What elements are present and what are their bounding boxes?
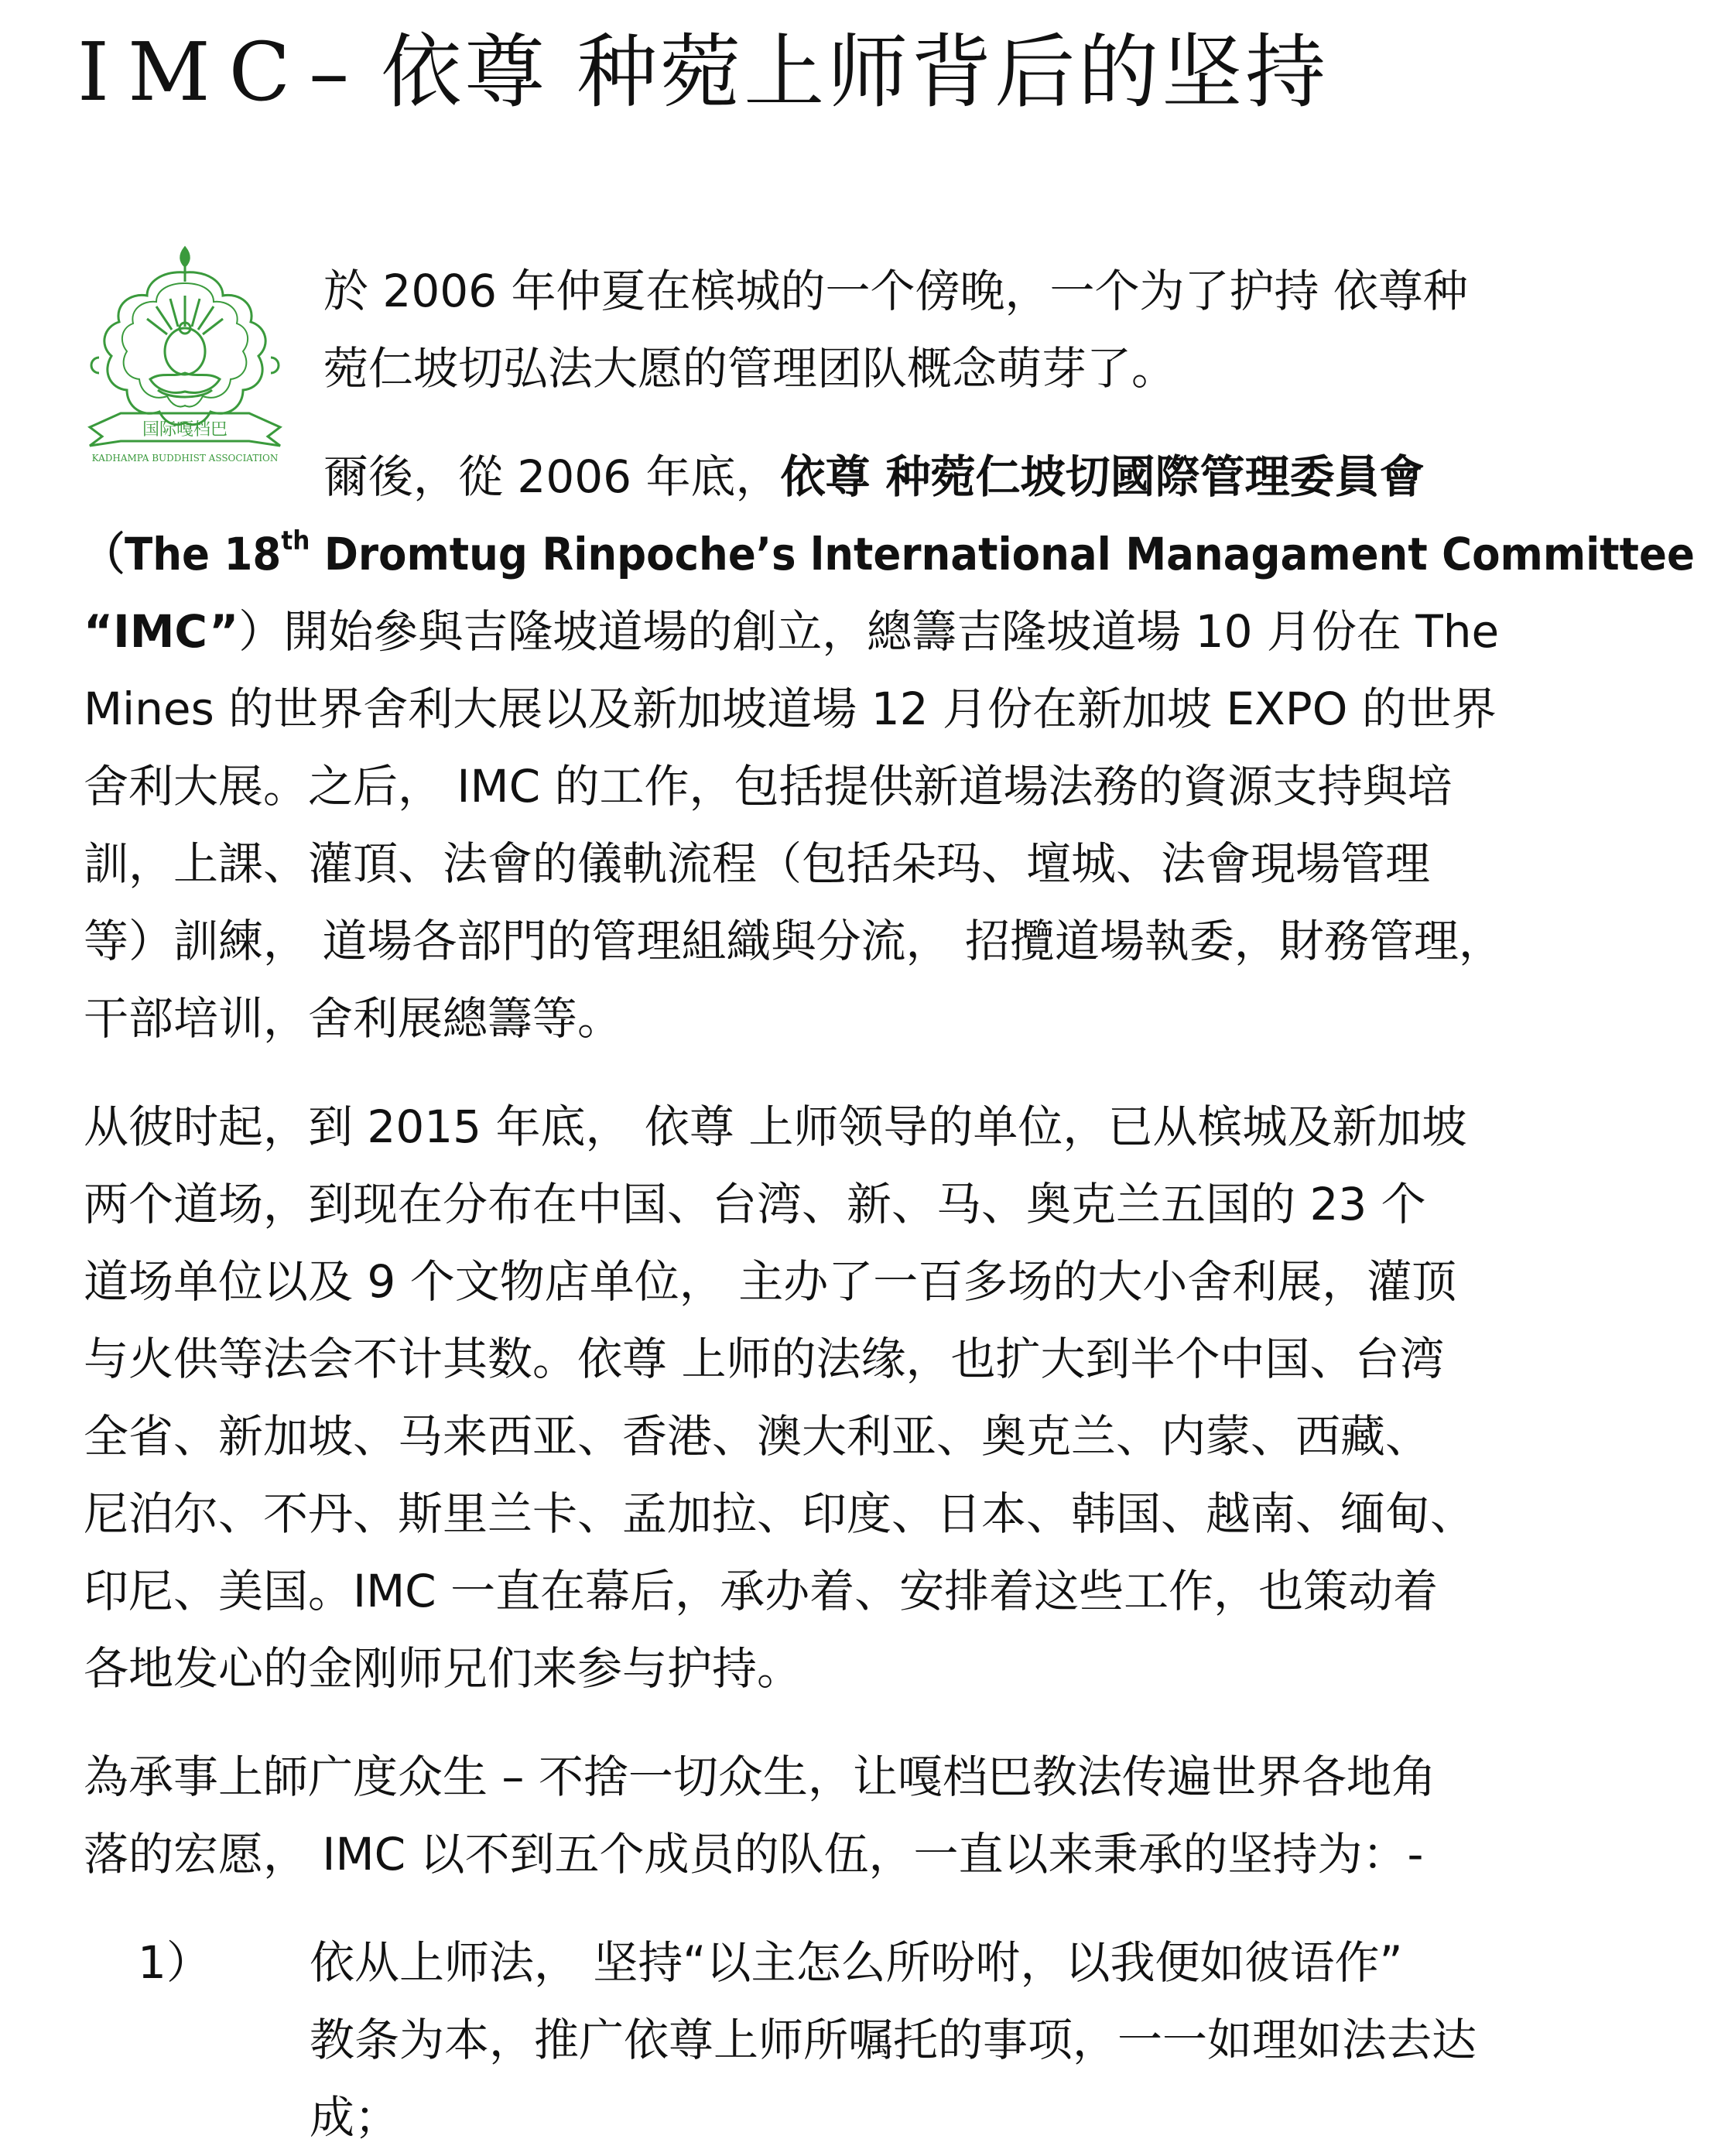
para2-line1: [323, 438, 1425, 515]
list-item-number: 1）: [138, 1936, 211, 1989]
para3-line6: 尼泊尔、不丹、斯里兰卡、孟加拉、印度、日本、韩国、越南、缅甸、: [84, 1487, 1476, 1540]
para2-line7: 等）訓練， 道場各部門的管理組織與分流， 招攬道場執委，財務管理，: [84, 915, 1504, 967]
para4-line1: 為承事上師广度众生 – 不捨一切众生，让嘎档巴教法传遍世界各地角: [84, 1750, 1436, 1803]
para3-line3: 道场单位以及 9 个文物店单位， 主办了一百多场的大小舍利展，灌顶: [84, 1255, 1457, 1308]
title-text: – 依尊 种菀上师背后的坚持: [309, 25, 1329, 119]
para2-line1-a: 爾後，從 2006 年底，: [323, 450, 781, 503]
list-item-line2: 教条为本，推广依尊上师所嘱托的事项，一一如理如法去达: [310, 2014, 1477, 2066]
logo-org-name: KADHAMPA BUDDHIST ASSOCIATION: [91, 453, 279, 464]
para2-line5: 舍利大展。之后， IMC 的工作，包括提供新道場法務的資源支持與培: [84, 760, 1453, 813]
para3-line8: 各地发心的金刚师兄们来参与护持。: [84, 1642, 802, 1695]
logo-seal-text: 国际嘎档巴: [142, 420, 228, 440]
para3-line4: 与火供等法会不计其数。依尊 上师的法缘，也扩大到半个中国、台湾: [84, 1333, 1445, 1385]
page-title: [77, 22, 1329, 122]
title-imc: IMC: [77, 25, 310, 119]
para3-line7: 印尼、美国。IMC 一直在幕后，承办着、安排着这些工作，也策动着: [84, 1565, 1439, 1617]
para2-line2-b: Dromtug Rinpoche’s lnternational Managament Committee: [310, 528, 1696, 580]
para2-line2: [84, 515, 1695, 593]
para1-line2: 菀仁坡切弘法大愿的管理团队概念萌芽了。: [323, 342, 1177, 395]
para3-line5: 全省、新加坡、马来西亚、香港、澳大利亚、奥克兰、内蒙、西藏、: [84, 1410, 1431, 1463]
para3-line2: 两个道场，到现在分布在中国、台湾、新、马、奥克兰五国的 23 个: [84, 1178, 1426, 1230]
para2-line6: 訓，上課、灌頂、法會的儀軌流程（包括朵玛、壇城、法會現場管理: [84, 837, 1431, 890]
para4-line2: 落的宏愿， IMC 以不到五个成员的队伍，一直以来秉承的坚持为：-: [84, 1828, 1424, 1881]
para2-line8: 干部培训，舍利展總籌等。: [84, 992, 623, 1045]
para2-superscript: th: [281, 525, 310, 556]
para2-imc-quote: “IMC”: [84, 605, 239, 658]
para2-committee-name: 依尊 种菀仁坡切國際管理委員會: [780, 450, 1425, 503]
kadhampa-emblem-icon: [76, 241, 294, 467]
list-item-line3: 成；: [310, 2091, 400, 2144]
para1-line1: 於 2006 年仲夏在槟城的一个傍晚，一个为了护持 依尊种: [323, 265, 1468, 317]
kadhampa-logo: [76, 241, 294, 467]
para2-line4: Mines 的世界舍利大展以及新加坡道場 12 月份在新加坡 EXPO 的世界: [84, 683, 1497, 735]
para2-line3: [84, 593, 1499, 670]
para3-line1: 从彼时起，到 2015 年底， 依尊 上师领导的单位，已从槟城及新加坡: [84, 1100, 1467, 1153]
list-item-line1: 依从上师法， 坚持“以主怎么所吩咐，以我便如彼语作”: [310, 1936, 1403, 1989]
para2-line2-a: （The 18: [84, 528, 282, 580]
para2-line3-b: ）開始參與吉隆坡道場的創立，總籌吉隆坡道場 10 月份在 The: [238, 605, 1500, 658]
